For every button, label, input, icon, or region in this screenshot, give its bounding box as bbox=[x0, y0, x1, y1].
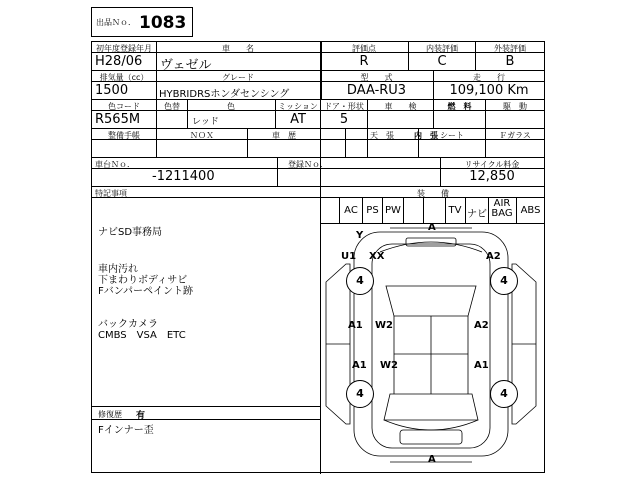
equip-tv: TV bbox=[448, 205, 462, 216]
eval-value: R bbox=[359, 54, 369, 69]
note-bumper: Fバンパーペイント跡 bbox=[98, 286, 194, 297]
mark-xx: XX bbox=[369, 251, 385, 262]
history-label: 車 歴 bbox=[272, 131, 296, 140]
repair-label: 修復歴 bbox=[98, 410, 122, 419]
manual-label: 整備手帳 bbox=[108, 131, 140, 140]
color-code-label: 色コード bbox=[108, 102, 140, 111]
tire-rear-left: 4 bbox=[490, 380, 518, 408]
mission-label: ミッション bbox=[278, 102, 318, 111]
color-change-label: 色替 bbox=[164, 102, 180, 111]
chassis-label: 車台Ｎｏ． bbox=[95, 160, 135, 169]
lot-number: 1083 bbox=[139, 13, 187, 33]
seat-label: シート bbox=[440, 131, 464, 140]
equip-pw: PW bbox=[385, 205, 401, 216]
year-label: 初年度登録年月 bbox=[96, 44, 152, 53]
tire-front-right: 4 bbox=[490, 267, 518, 295]
name-value: ヴェゼル bbox=[160, 58, 212, 73]
mark-w2-rear: W2 bbox=[380, 360, 398, 371]
mark-a1-left: A1 bbox=[348, 320, 363, 331]
nox-label: ＮＯＸ bbox=[190, 131, 214, 140]
mark-a1-rear-right: A1 bbox=[474, 360, 489, 371]
equip-ps: PS bbox=[366, 205, 379, 216]
mark-a2-right: A2 bbox=[474, 320, 489, 331]
interior-label: 内装評価 bbox=[426, 44, 458, 53]
year-value: H28/06 bbox=[95, 54, 143, 69]
doors-label: ドア・形状 bbox=[324, 102, 364, 111]
tire-spare: 4 bbox=[346, 380, 374, 408]
mark-a1-rear-left: A1 bbox=[352, 360, 367, 371]
exterior-value: B bbox=[505, 54, 515, 69]
mark-bottom-a: A bbox=[428, 454, 436, 465]
model-value: DAA-RU3 bbox=[346, 83, 407, 98]
fuel-label: 燃 料 bbox=[447, 102, 472, 111]
glass-label: Ｆガラス bbox=[499, 131, 531, 140]
grade-label: グレード bbox=[222, 73, 254, 82]
repair-note: Fインナー歪 bbox=[98, 425, 154, 436]
displacement-label: 排気量（cc） bbox=[99, 73, 149, 82]
note-interior: 車内汚れ bbox=[98, 264, 138, 275]
mission-value: AT bbox=[290, 112, 306, 127]
grade-value: HYBRIDRSホンダセンシング bbox=[159, 89, 290, 100]
mark-w2-left: W2 bbox=[375, 320, 393, 331]
lot-label: 出品Ｎｏ． bbox=[96, 18, 136, 27]
color-label: 色 bbox=[227, 102, 235, 111]
mileage-value: 109,100 Km bbox=[449, 83, 529, 98]
tire-front-left: 4 bbox=[346, 267, 374, 295]
equip-ac: AC bbox=[344, 205, 358, 216]
displacement-value: 1500 bbox=[95, 83, 129, 98]
special-label: 特記事項 bbox=[95, 189, 127, 198]
inspection-label: 車 検 bbox=[384, 102, 417, 111]
lot-box bbox=[91, 7, 193, 37]
roof-label: 天 張 bbox=[370, 131, 394, 140]
reg-label: 登録Ｎｏ． bbox=[288, 160, 328, 169]
mark-a2-top: A2 bbox=[486, 251, 501, 262]
mark-top-a: A bbox=[428, 222, 436, 233]
repair-value: 有 bbox=[136, 411, 146, 421]
equip-navi: ナビ bbox=[467, 209, 487, 220]
name-label: 車 名 bbox=[222, 44, 254, 53]
interior-value: C bbox=[437, 54, 447, 69]
color-value: レッド bbox=[192, 117, 219, 127]
mark-u1: U1 bbox=[341, 251, 357, 262]
color-code-value: R565M bbox=[95, 112, 141, 127]
equipment-label: 装 備 bbox=[417, 189, 449, 198]
recycle-label: リサイクル料金 bbox=[464, 160, 520, 169]
recycle-value: 12,850 bbox=[469, 169, 515, 184]
note-options: CMBS VSA ETC bbox=[98, 330, 186, 341]
interior-trim-label: 内 張 bbox=[414, 131, 438, 140]
model-label: 型 式 bbox=[360, 73, 393, 82]
equip-abs: ABS bbox=[520, 205, 541, 216]
eval-label: 評価点 bbox=[352, 44, 376, 53]
chassis-value: -1211400 bbox=[152, 169, 215, 184]
equip-airbag: AIR BAG bbox=[491, 198, 513, 219]
note-rust: 下まわりボディサビ bbox=[98, 275, 188, 286]
note-navi: ナビSD事務局 bbox=[98, 227, 163, 238]
mark-y: Y bbox=[356, 230, 364, 241]
note-camera: バックカメラ bbox=[98, 319, 158, 330]
exterior-label: 外装評価 bbox=[494, 44, 526, 53]
mileage-label: 走 行 bbox=[473, 73, 505, 82]
doors-value: 5 bbox=[339, 112, 349, 127]
drive-label: 駆 動 bbox=[503, 102, 527, 111]
